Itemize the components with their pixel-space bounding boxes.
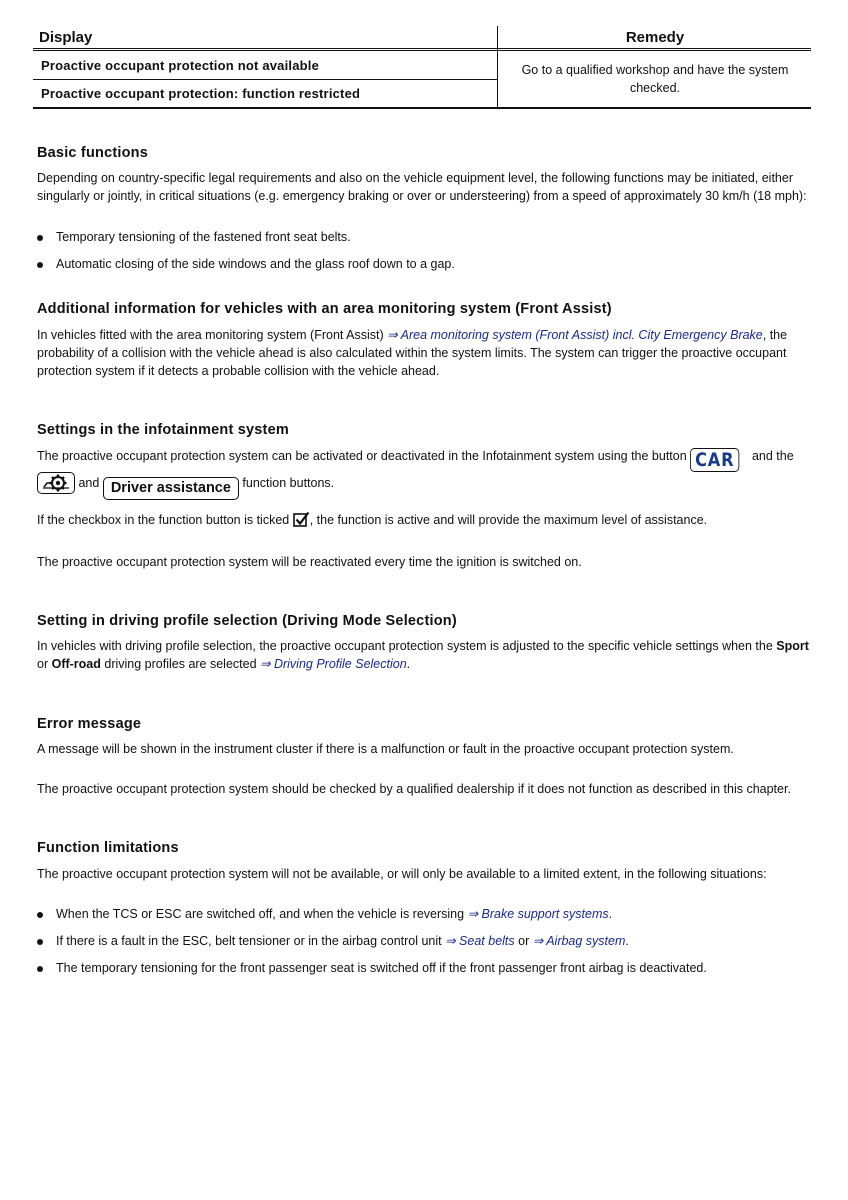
infotainment-and: and (78, 476, 100, 490)
bullet-text (56, 905, 612, 923)
checkbox-ticked-icon (293, 511, 310, 528)
link-seat-belts[interactable]: ⇒ Seat belts (445, 934, 515, 948)
header-remedy: Remedy (625, 29, 685, 46)
error-paragraph-2: The proactive occupant protection system should be checked by a qualified dealership if it does not function as described in this chapter. (37, 782, 791, 796)
remedy-line: checked. (629, 81, 681, 95)
sport-label: Sport (776, 639, 809, 653)
checkbox-text-post: , the function is active and will provide the maximum level of assistance. (309, 513, 708, 527)
driving-profile-line2: driving profiles are selected (100, 657, 261, 671)
limit-1-end: . (608, 907, 613, 921)
table-bottom-rule (33, 107, 811, 109)
driving-profile-paragraph (37, 637, 812, 673)
table-row (33, 53, 497, 80)
gear-car-button[interactable] (37, 472, 75, 494)
checkbox-text-pre: If the checkbox in the function button is ticked (37, 513, 290, 527)
bullet-text (56, 932, 629, 950)
header-display: Display (39, 29, 93, 46)
bullet-text: The temporary tensioning for the front passenger seat is switched off if the front passenger front airbag is deactivated. (56, 961, 707, 975)
offroad-label: Off-road (51, 657, 101, 671)
remedy-line: Go to a qualified workshop and have the system (521, 63, 789, 77)
bullet-text: Temporary tensioning of the fastened front seat belts. (56, 230, 351, 244)
driving-profile-period: . (406, 657, 411, 671)
link-airbag-system[interactable]: ⇒ Airbag system (532, 934, 626, 948)
error-paragraph-1: A message will be shown in the instrument cluster if there is a malfunction or fault in the proactive occupant protection system. (37, 742, 734, 756)
link-driving-profile[interactable]: ⇒ Driving Profile Selection (260, 657, 407, 671)
heading-basic-functions: Basic functions (37, 145, 148, 161)
limit-2-or: or (514, 934, 533, 948)
bullet-icon (37, 262, 43, 268)
link-area-monitoring[interactable]: ⇒ Area monitoring system (Front Assist) incl. City Emergency Brake (387, 328, 763, 342)
basic-para-line2: singularly or jointly, in critical situations (e.g. emergency braking or over or understeering) from a speed of approximately 30 km/h (18 mph): (37, 189, 807, 203)
bullet-text: Automatic closing of the side windows and the glass roof down to a gap. (56, 257, 455, 271)
bullet-icon (37, 912, 43, 918)
table-header-row (33, 26, 811, 51)
infotainment-line1: The proactive occupant protection system can be activated or deactivated in the Infotainment system using the button (37, 449, 687, 463)
reactivated-paragraph: The proactive occupant protection system will be reactivated every time the ignition is switched on. (37, 555, 582, 569)
basic-para-line1: Depending on country-specific legal requirements and also on the vehicle equipment level, the following functions may be initiated, either (37, 171, 793, 185)
front-assist-line3: protection system if it detects a probable collision with the vehicle ahead. (37, 364, 440, 378)
front-assist-line2: probability of a collision with the vehicle ahead is also calculated within the system limits. The system can trigger the proactive occupant (37, 346, 787, 360)
heading-driving-profile: Setting in driving profile selection (Driving Mode Selection) (37, 613, 457, 629)
front-assist-line1-end: , the (762, 328, 788, 342)
bullet-icon (37, 966, 43, 972)
driver-assistance-button[interactable]: Driver assistance (103, 477, 239, 500)
limit-1-text: When the TCS or ESC are switched off, and when the vehicle is reversing (56, 907, 468, 921)
driving-profile-line1: In vehicles with driving profile selection, the proactive occupant protection system is adjusted to the specific vehicle settings when the (37, 639, 777, 653)
front-assist-line1: In vehicles fitted with the area monitoring system (Front Assist) (37, 328, 388, 342)
basic-paragraph (37, 169, 812, 205)
remedy-cell (499, 61, 811, 97)
heading-infotainment: Settings in the infotainment system (37, 422, 289, 438)
limits-paragraph: The proactive occupant protection system will not be available, or will only be available to a limited extent, in the following situations: (37, 867, 767, 881)
checkbox-paragraph (37, 511, 812, 529)
infotainment-paragraph (37, 445, 812, 500)
heading-front-assist: Additional information for vehicles with an area monitoring system (Front Assist) (37, 301, 612, 317)
display-cell: Proactive occupant protection: function restricted (41, 86, 361, 101)
infotainment-and-the: and the (751, 449, 794, 463)
bullet-icon (37, 235, 43, 241)
infotainment-line2-end: function buttons. (242, 476, 335, 490)
link-brake-support[interactable]: ⇒ Brake support systems (467, 907, 609, 921)
display-remedy-table (33, 26, 811, 101)
display-cell: Proactive occupant protection not available (41, 58, 320, 73)
table-divider (497, 26, 498, 108)
limit-2-text: If there is a fault in the ESC, belt tensioner or in the airbag control unit (56, 934, 446, 948)
table-row (33, 81, 497, 107)
car-button[interactable]: CAR (690, 448, 740, 472)
limit-2-end: . (625, 934, 629, 948)
front-assist-paragraph (37, 326, 812, 380)
heading-function-limitations: Function limitations (37, 840, 179, 856)
heading-error-message: Error message (37, 716, 142, 732)
or-word: or (37, 657, 52, 671)
gear-car-icon (38, 473, 74, 493)
bullet-icon (37, 939, 43, 945)
